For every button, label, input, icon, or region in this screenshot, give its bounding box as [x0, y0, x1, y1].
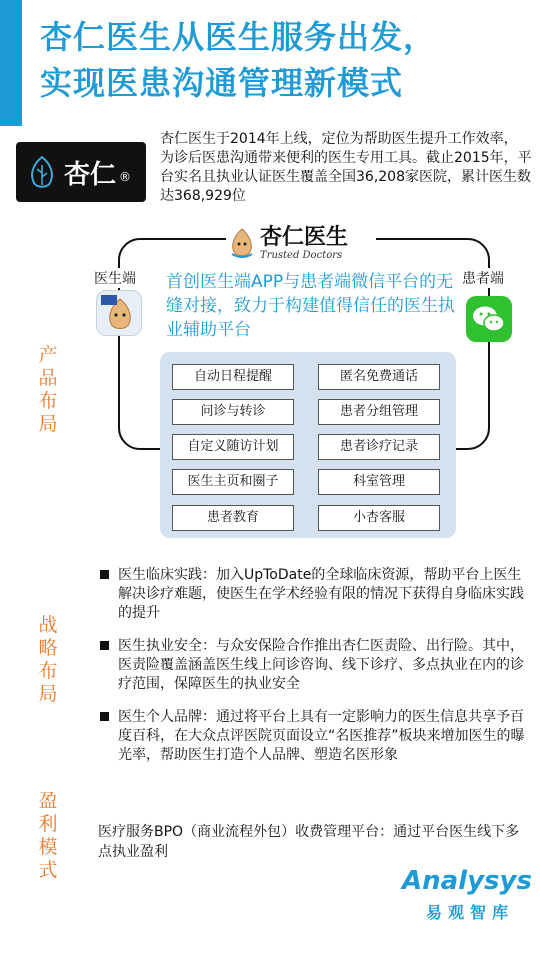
list-item: 医生临床实践：加入UpToDate的全球临床资源，帮助平台上医生解决诊疗难题，使医生在学术经验有限的情况下获得自身临床实践的提升: [98, 566, 528, 623]
feature-item: 患者教育: [172, 505, 294, 531]
feature-item: 患者分组管理: [318, 399, 440, 425]
list-item: 医生个人品牌：通过将平台上具有一定影响力的医生信息共享予百度百科，在大众点评医院页面设立“名医推荐”板块来增加医生的曝光率，帮助医生打造个人品牌、塑造名医形象: [98, 708, 528, 765]
title-line-1: 杏仁医生从医生服务出发，: [40, 18, 437, 56]
brand-subtitle: Trusted Doctors: [260, 249, 343, 261]
feature-item: 科室管理: [318, 469, 440, 495]
doctor-side-label: 医生端: [94, 268, 136, 288]
almond-leaf-icon: [28, 155, 56, 189]
analysys-cn-name: 易观智库: [426, 903, 515, 922]
almond-mascot-icon: [230, 228, 254, 258]
bullet-square-icon: [100, 570, 109, 579]
feature-item: 患者诊疗记录: [318, 434, 440, 460]
strategy-list: [98, 566, 528, 779]
strategy-layout-label: 战略布局: [38, 614, 58, 705]
page-title: [40, 14, 530, 106]
doctor-app-icon: [96, 290, 142, 336]
product-layout-label: 产品布局: [38, 344, 58, 435]
title-line-2: 实现医患沟通管理新模式: [40, 64, 404, 102]
logo-text: 杏仁: [64, 159, 117, 190]
xingren-logo: [16, 142, 146, 202]
intro-paragraph: 杏仁医生于2014年上线，定位为帮助医生提升工作效率， 为诊后医患沟通带来便利的医生专用工具。截止2015年，平台实名且执业认证医生覆盖全国36,208家医院，累计医生数达368,929位: [160, 131, 532, 204]
header-accent-bar: [0, 0, 22, 126]
analysys-wordmark: Analysys: [402, 866, 532, 896]
profit-model-label: 盈利模式: [38, 790, 58, 881]
registered-mark: ®: [119, 170, 132, 184]
feature-item: 医生主页和圈子: [172, 469, 294, 495]
feature-item: 自定义随访计划: [172, 434, 294, 460]
platform-tagline: 首创医生端APP与患者端微信平台的无缝对接，致力于构建值得信任的医生执业辅助平台: [166, 272, 455, 340]
profit-model-text: 医疗服务BPO（商业流程外包）收费管理平台：通过平台医生线下多点执业盈利: [98, 824, 520, 860]
brand-header: [226, 220, 376, 266]
feature-item: 小杏客服: [318, 505, 440, 531]
wechat-icon: [466, 296, 512, 342]
list-item: 医生执业安全：与众安保险合作推出杏仁医责险、出行险。其中，医责险覆盖涵盖医生线上问诊咨询、线下诊疗、多点执业在内的诊疗范围，保障医生的执业安全: [98, 637, 528, 694]
feature-item: 自动日程提醒: [172, 364, 294, 390]
analysys-logo: [396, 866, 530, 926]
bullet-square-icon: [100, 641, 109, 650]
feature-item: 问诊与转诊: [172, 399, 294, 425]
page-header: [0, 0, 540, 126]
patient-side-label: 患者端: [462, 268, 504, 288]
feature-item: 匿名免费通话: [318, 364, 440, 390]
bullet-square-icon: [100, 712, 109, 721]
brand-name: 杏仁医生: [260, 224, 349, 250]
